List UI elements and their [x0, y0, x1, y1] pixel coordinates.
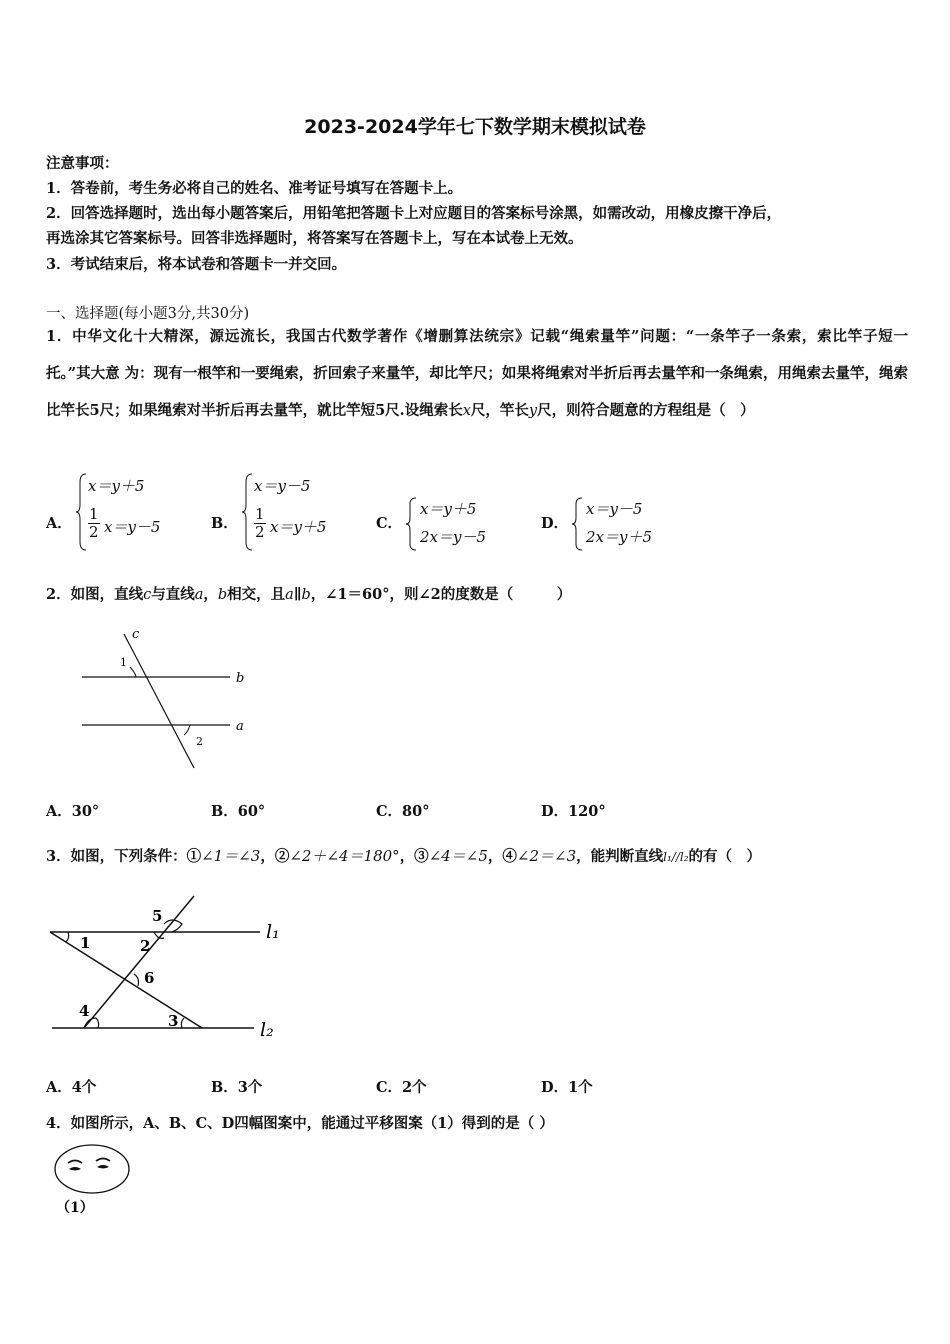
- q1-b-eq2: x＝y＋5: [270, 518, 327, 536]
- q1-option-a-system: [76, 472, 196, 552]
- page-title: 2023-2024学年七下数学期末模拟试卷: [304, 116, 646, 138]
- q3-lines-parallel: l₁//l₂: [663, 850, 689, 864]
- q4-figure-1-label: （1）: [56, 1200, 94, 1216]
- q3-angle-6-arc: [134, 974, 139, 986]
- q2-label-2: 2: [196, 735, 203, 748]
- q3-condition-4: ∠2＝∠3: [516, 847, 577, 865]
- q3-sep-3: ，③: [399, 848, 429, 865]
- q2-figure: [70, 622, 270, 772]
- q1-d-eq2: 2x＝y＋5: [586, 528, 653, 546]
- brace-icon: [242, 472, 254, 552]
- q1-c-eq2: 2x＝y－5: [420, 528, 487, 546]
- q3-label-l2: l₂: [260, 1019, 274, 1041]
- q3-figure: [46, 890, 296, 1050]
- q3-transversal-1: [50, 932, 202, 1028]
- brace-icon: [406, 496, 418, 552]
- q1-option-c-system: [406, 496, 526, 552]
- question-1-stem: [46, 318, 908, 430]
- notice-item-2a: 2．回答选择题时，选出每小题答案后，用铅笔把答题卡上对应题目的答案标号涂黑，如需改动，用橡皮擦干净后，: [46, 205, 782, 222]
- q2-angle-1-arc: [130, 667, 136, 677]
- q1-option-c-label: C．: [376, 515, 403, 532]
- right-eye-icon: [97, 1165, 109, 1169]
- q2-angle-2-arc: [184, 725, 190, 735]
- notice-item-3: 3．考试结束后，将本试卷和答题卡一并交回。: [46, 256, 347, 273]
- q2-comma: ，: [203, 586, 218, 603]
- q3-label-5: 5: [152, 907, 163, 925]
- q1-var-x: x: [462, 403, 471, 419]
- q1-d-eq1: x＝y－5: [586, 500, 643, 518]
- q3-label-3: 3: [168, 1012, 179, 1030]
- q1-a-eq2: x＝y－5: [104, 518, 161, 536]
- q3-text-c: 的有（ ）: [688, 848, 762, 865]
- q1-a-fraction: $\frac{1}{2}$: [89, 505, 99, 541]
- face-outline-icon: [55, 1145, 129, 1193]
- q1-option-d-label: D．: [541, 515, 569, 532]
- q3-option-a: A．4个: [46, 1079, 97, 1096]
- q2-var-b2: b: [301, 587, 311, 603]
- q3-transversal-2: [84, 896, 194, 1028]
- q2-var-a2: a: [285, 587, 294, 603]
- q3-text-a: 3．如图，下列条件：①: [46, 848, 202, 865]
- q1-option-b-system: [242, 472, 362, 552]
- q2-label-b: b: [236, 671, 245, 686]
- q3-option-b: B．3个: [211, 1079, 263, 1096]
- brace-icon: [76, 472, 88, 552]
- q3-option-d: D．1个: [541, 1079, 593, 1096]
- q2-var-b: b: [217, 587, 228, 603]
- brace-icon: [572, 496, 584, 552]
- q2-option-b: B．60°: [211, 803, 266, 820]
- notice-heading: 注意事项：: [46, 155, 119, 172]
- q3-condition-3: ∠4＝∠5: [428, 847, 488, 865]
- q3-sep-4: ，④: [487, 848, 517, 865]
- left-eyebrow-icon: [68, 1161, 82, 1164]
- q2-text-b: 与直线: [151, 586, 195, 603]
- left-eye-icon: [69, 1167, 81, 1171]
- q1-option-a-label: A．: [46, 515, 72, 532]
- q1-text-3: 尺，则符合题意的方程组是（ ）: [537, 402, 755, 419]
- q2-var-a: a: [194, 587, 204, 603]
- notice-item-2b: 再选涂其它答案标号。回答非选择题时，将答案写在答题卡上，写在本试卷上无效。: [46, 230, 583, 247]
- q2-line-c: [124, 634, 194, 768]
- q2-label-a: a: [236, 719, 244, 734]
- q2-text-c: 相交，且: [227, 586, 286, 603]
- q3-sep-2: ，②: [260, 848, 290, 865]
- q3-option-c: C．2个: [376, 1079, 427, 1096]
- q2-var-c: c: [143, 587, 152, 603]
- q3-angle-1-arc: [66, 932, 69, 942]
- notice-item-1: 1．答卷前，考生务必将自己的姓名、准考证号填写在答题卡上。: [46, 180, 463, 197]
- q1-option-d-system: [572, 496, 692, 552]
- q1-var-y: y: [528, 403, 538, 419]
- q2-label-c: c: [132, 627, 140, 642]
- q3-condition-1: ∠1＝∠3: [201, 847, 261, 865]
- right-eyebrow-icon: [96, 1159, 110, 1162]
- q4-figure-1: [48, 1142, 138, 1222]
- q2-option-a: A．30°: [46, 803, 100, 820]
- q2-text-a: 2．如图，直线: [46, 586, 144, 603]
- section-heading: 一、选择题(每小题3分,共30分): [46, 306, 250, 322]
- q3-angle-3-arc: [181, 1018, 184, 1028]
- q2-option-c: C．80°: [376, 803, 430, 820]
- q3-text-b: ，能判断直线: [576, 848, 664, 865]
- q3-label-2: 2: [140, 937, 151, 955]
- q1-option-b-label: B．: [211, 515, 238, 532]
- q1-c-eq1: x＝y＋5: [420, 500, 477, 518]
- q3-label-6: 6: [144, 969, 155, 987]
- q1-text-1: 1．中华文化十大精深，源远流长，我国古代数学著作《增删算法统宗》记载“绳索量竿”问题：“一条竿子一条索，索比竿子短一托。”其大意 为：现有一根竿和一要绳索，折回索子来量竿，却比竿尺；如果将绳索对半折后再去量竿和一条绳索，用绳索去量竿，绳索比竿长5尺；如果绳索对半折后再去量竿，就比竿短5尺.设绳索长: [46, 328, 908, 419]
- question-2-stem: [46, 583, 571, 604]
- q3-label-l1: l₁: [266, 921, 280, 943]
- q2-parallel-symbol: ∥: [293, 586, 302, 603]
- q3-label-1: 1: [80, 934, 91, 952]
- q1-text-2: 尺，竿长: [470, 402, 529, 419]
- question-4-stem: 4．如图所示，A、B、C、D四幅图案中，能通过平移图案（1）得到的是（ ）: [46, 1115, 554, 1132]
- q3-condition-2: ∠2＋∠4＝180°: [289, 847, 400, 865]
- question-3-stem: [46, 845, 761, 866]
- q3-label-4: 4: [79, 1002, 90, 1020]
- q2-option-d: D．120°: [541, 803, 606, 820]
- q1-b-fraction: $\frac{1}{2}$: [255, 505, 265, 541]
- q1-b-eq1: x＝y－5: [254, 477, 311, 495]
- q1-a-eq1: x＝y＋5: [88, 477, 145, 495]
- q2-label-1: 1: [120, 656, 127, 669]
- q2-text-d: ，∠1＝60°，则∠2的度数是（ ）: [310, 586, 572, 603]
